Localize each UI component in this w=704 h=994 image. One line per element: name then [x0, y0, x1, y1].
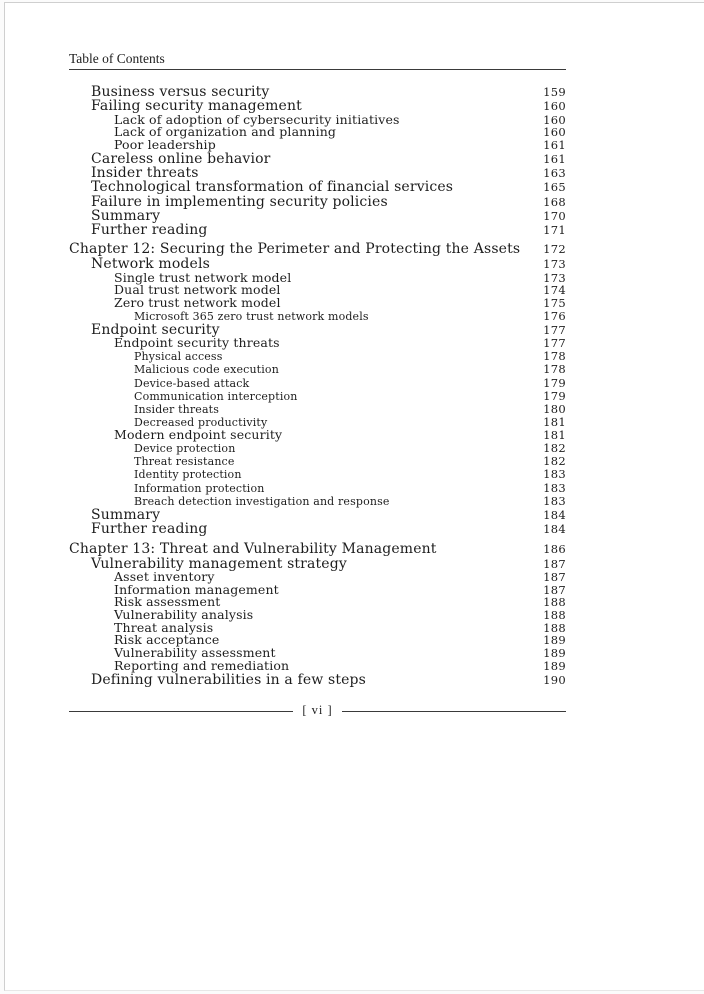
toc-entry-label: Vulnerability assessment	[114, 645, 276, 661]
toc-entry[interactable]	[69, 673, 566, 687]
toc-entry-label: Further reading	[91, 521, 208, 538]
toc-entry-page-number: 189	[543, 658, 566, 673]
toc-entry-page-number: 176	[543, 308, 566, 323]
book-page	[4, 2, 704, 991]
toc-entry-label: Summary	[91, 507, 161, 524]
toc-entry[interactable]	[69, 468, 566, 481]
toc-entry-label: Endpoint security	[91, 322, 220, 339]
toc-entry-label: Threat resistance	[134, 455, 235, 469]
toc-entry-page-number: 175	[543, 296, 566, 311]
toc-entry-label: Identity protection	[134, 468, 242, 482]
toc-entry-page-number: 161	[543, 138, 566, 152]
toc-entry-label: Information protection	[134, 481, 265, 495]
toc-entry[interactable]	[69, 166, 566, 180]
toc-entry[interactable]	[69, 180, 566, 194]
toc-list	[69, 85, 566, 687]
toc-entry-label: Malicious code execution	[134, 363, 279, 377]
toc-entry-label: Network models	[91, 256, 210, 273]
toc-entry-page-number: 188	[543, 620, 566, 635]
toc-entry[interactable]	[69, 442, 566, 455]
toc-entry-page-number: 159	[543, 85, 566, 99]
toc-entry-page-number: 173	[543, 270, 566, 285]
toc-entry-label: Device protection	[134, 442, 236, 456]
toc-entry-page-number: 182	[543, 441, 566, 456]
toc-entry-label: Insider threats	[91, 165, 199, 181]
toc-entry-label: Breach detection investigation and response	[134, 494, 390, 508]
toc-entry-label: Lack of organization and planning	[114, 124, 337, 140]
toc-entry-label: Zero trust network model	[114, 295, 281, 311]
folio-page-number: [ vi ]	[302, 703, 333, 717]
toc-entry[interactable]	[69, 657, 566, 673]
toc-entry-page-number: 181	[543, 428, 566, 443]
toc-entry-label: Dual trust network model	[114, 282, 281, 298]
toc-chapter-entry[interactable]	[69, 242, 566, 257]
toc-entry-label: Threat analysis	[114, 619, 214, 635]
toc-entry[interactable]	[69, 377, 566, 390]
toc-entry-label: Poor leadership	[114, 137, 216, 152]
toc-entry-page-number: 186	[543, 541, 566, 556]
toc-entry-label: Further reading	[91, 222, 208, 239]
toc-entry-page-number: 180	[543, 401, 566, 416]
toc-entry-label: Chapter 13: Threat and Vulnerability Management	[69, 540, 437, 557]
toc-entry-page-number: 173	[543, 257, 566, 272]
toc-entry-label: Insider threats	[134, 402, 220, 416]
toc-entry-page-number: 160	[543, 125, 566, 140]
toc-entry-label: Summary	[91, 207, 161, 224]
toc-entry-page-number: 182	[543, 454, 566, 469]
toc-entry-label: Risk acceptance	[114, 632, 220, 648]
toc-entry-label: Modern endpoint security	[114, 427, 283, 443]
toc-entry[interactable]	[69, 522, 566, 536]
toc-entry-label: Careless online behavior	[91, 150, 271, 167]
toc-entry-label: Vulnerability management strategy	[91, 555, 347, 572]
toc-entry-page-number: 172	[543, 242, 566, 257]
toc-entry-page-number: 179	[543, 388, 566, 403]
toc-entry-label: Communication interception	[134, 389, 298, 403]
toc-entry-page-number: 181	[543, 415, 566, 430]
toc-entry-page-number: 160	[543, 112, 566, 127]
toc-entry-page-number: 163	[543, 166, 566, 180]
toc-entry-label: Failing security management	[91, 98, 302, 115]
toc-entry-label: Decreased productivity	[134, 416, 268, 430]
toc-entry-label: Microsoft 365 zero trust network models	[134, 309, 369, 323]
toc-entry-page-number: 171	[543, 223, 566, 238]
toc-entry[interactable]	[69, 223, 566, 237]
toc-entry-page-number: 187	[543, 569, 566, 584]
toc-entry[interactable]	[69, 429, 566, 442]
toc-entry[interactable]	[69, 297, 566, 310]
toc-entry-page-number: 161	[543, 151, 566, 166]
toc-entry-page-number: 179	[543, 375, 566, 390]
toc-entry[interactable]	[69, 152, 566, 166]
toc-entry-label: Asset inventory	[114, 568, 215, 584]
toc-entry-page-number: 190	[543, 672, 566, 687]
running-header	[69, 51, 566, 70]
toc-entry-page-number: 189	[543, 646, 566, 661]
toc-chapter-entry[interactable]	[69, 542, 566, 557]
toc-entry-page-number: 183	[543, 493, 566, 508]
toc-entry-label: Device-based attack	[134, 376, 250, 390]
toc-entry-label: Lack of adoption of cybersecurity initiatives	[114, 111, 400, 127]
toc-entry-page-number: 187	[543, 556, 566, 571]
toc-entry[interactable]	[69, 139, 566, 152]
toc-entry[interactable]	[69, 455, 566, 468]
toc-entry[interactable]	[69, 209, 566, 223]
toc-entry[interactable]	[69, 508, 566, 522]
toc-entry-page-number: 178	[543, 362, 566, 377]
footer-rule-right	[342, 711, 566, 712]
toc-entry-page-number: 165	[543, 180, 566, 195]
toc-entry-label: Single trust network model	[114, 269, 292, 285]
toc-entry-page-number: 168	[543, 194, 566, 209]
toc-entry-label: Failure in implementing security policies	[91, 193, 388, 210]
toc-entry-label: Business versus security	[91, 84, 270, 100]
toc-entry-page-number: 183	[543, 480, 566, 495]
toc-entry-label: Endpoint security threats	[114, 335, 280, 351]
toc-entry-label: Vulnerability analysis	[114, 607, 254, 623]
toc-entry-page-number: 187	[543, 582, 566, 597]
toc-entry[interactable]	[69, 350, 566, 363]
toc-entry-page-number: 183	[543, 467, 566, 482]
page-footer	[69, 704, 566, 718]
toc-entry-page-number: 177	[543, 336, 566, 351]
toc-entry-label: Physical access	[134, 350, 223, 364]
toc-entry[interactable]	[69, 85, 566, 99]
toc-entry-page-number: 184	[543, 522, 566, 537]
toc-entry-page-number: 160	[543, 99, 566, 114]
toc-entry-page-number: 177	[543, 323, 566, 338]
toc-entry-label: Reporting and remediation	[114, 657, 290, 673]
toc-entry[interactable]	[69, 195, 566, 209]
toc-entry-label: Risk assessment	[114, 594, 221, 610]
toc-entry[interactable]	[69, 482, 566, 495]
footer-rule-left	[69, 711, 293, 712]
toc-entry[interactable]	[69, 363, 566, 376]
toc-entry-page-number: 174	[543, 283, 566, 298]
toc-entry[interactable]	[69, 403, 566, 416]
toc-entry-page-number: 184	[543, 508, 566, 523]
toc-entry-page-number: 188	[543, 595, 566, 610]
toc-entry[interactable]	[69, 337, 566, 350]
toc-entry-page-number: 188	[543, 608, 566, 623]
running-header-title: Table of Contents	[69, 51, 165, 66]
toc-entry-page-number: 170	[543, 208, 566, 223]
toc-entry-page-number: 189	[543, 633, 566, 648]
toc-entry-label: Information management	[114, 581, 279, 597]
toc-entry[interactable]	[69, 390, 566, 403]
toc-entry-page-number: 178	[543, 349, 566, 364]
toc-entry-label: Chapter 12: Securing the Perimeter and Protecting the Assets	[69, 241, 521, 258]
toc-entry-label: Defining vulnerabilities in a few steps	[91, 671, 366, 688]
toc-entry-label: Technological transformation of financial services	[91, 179, 454, 196]
